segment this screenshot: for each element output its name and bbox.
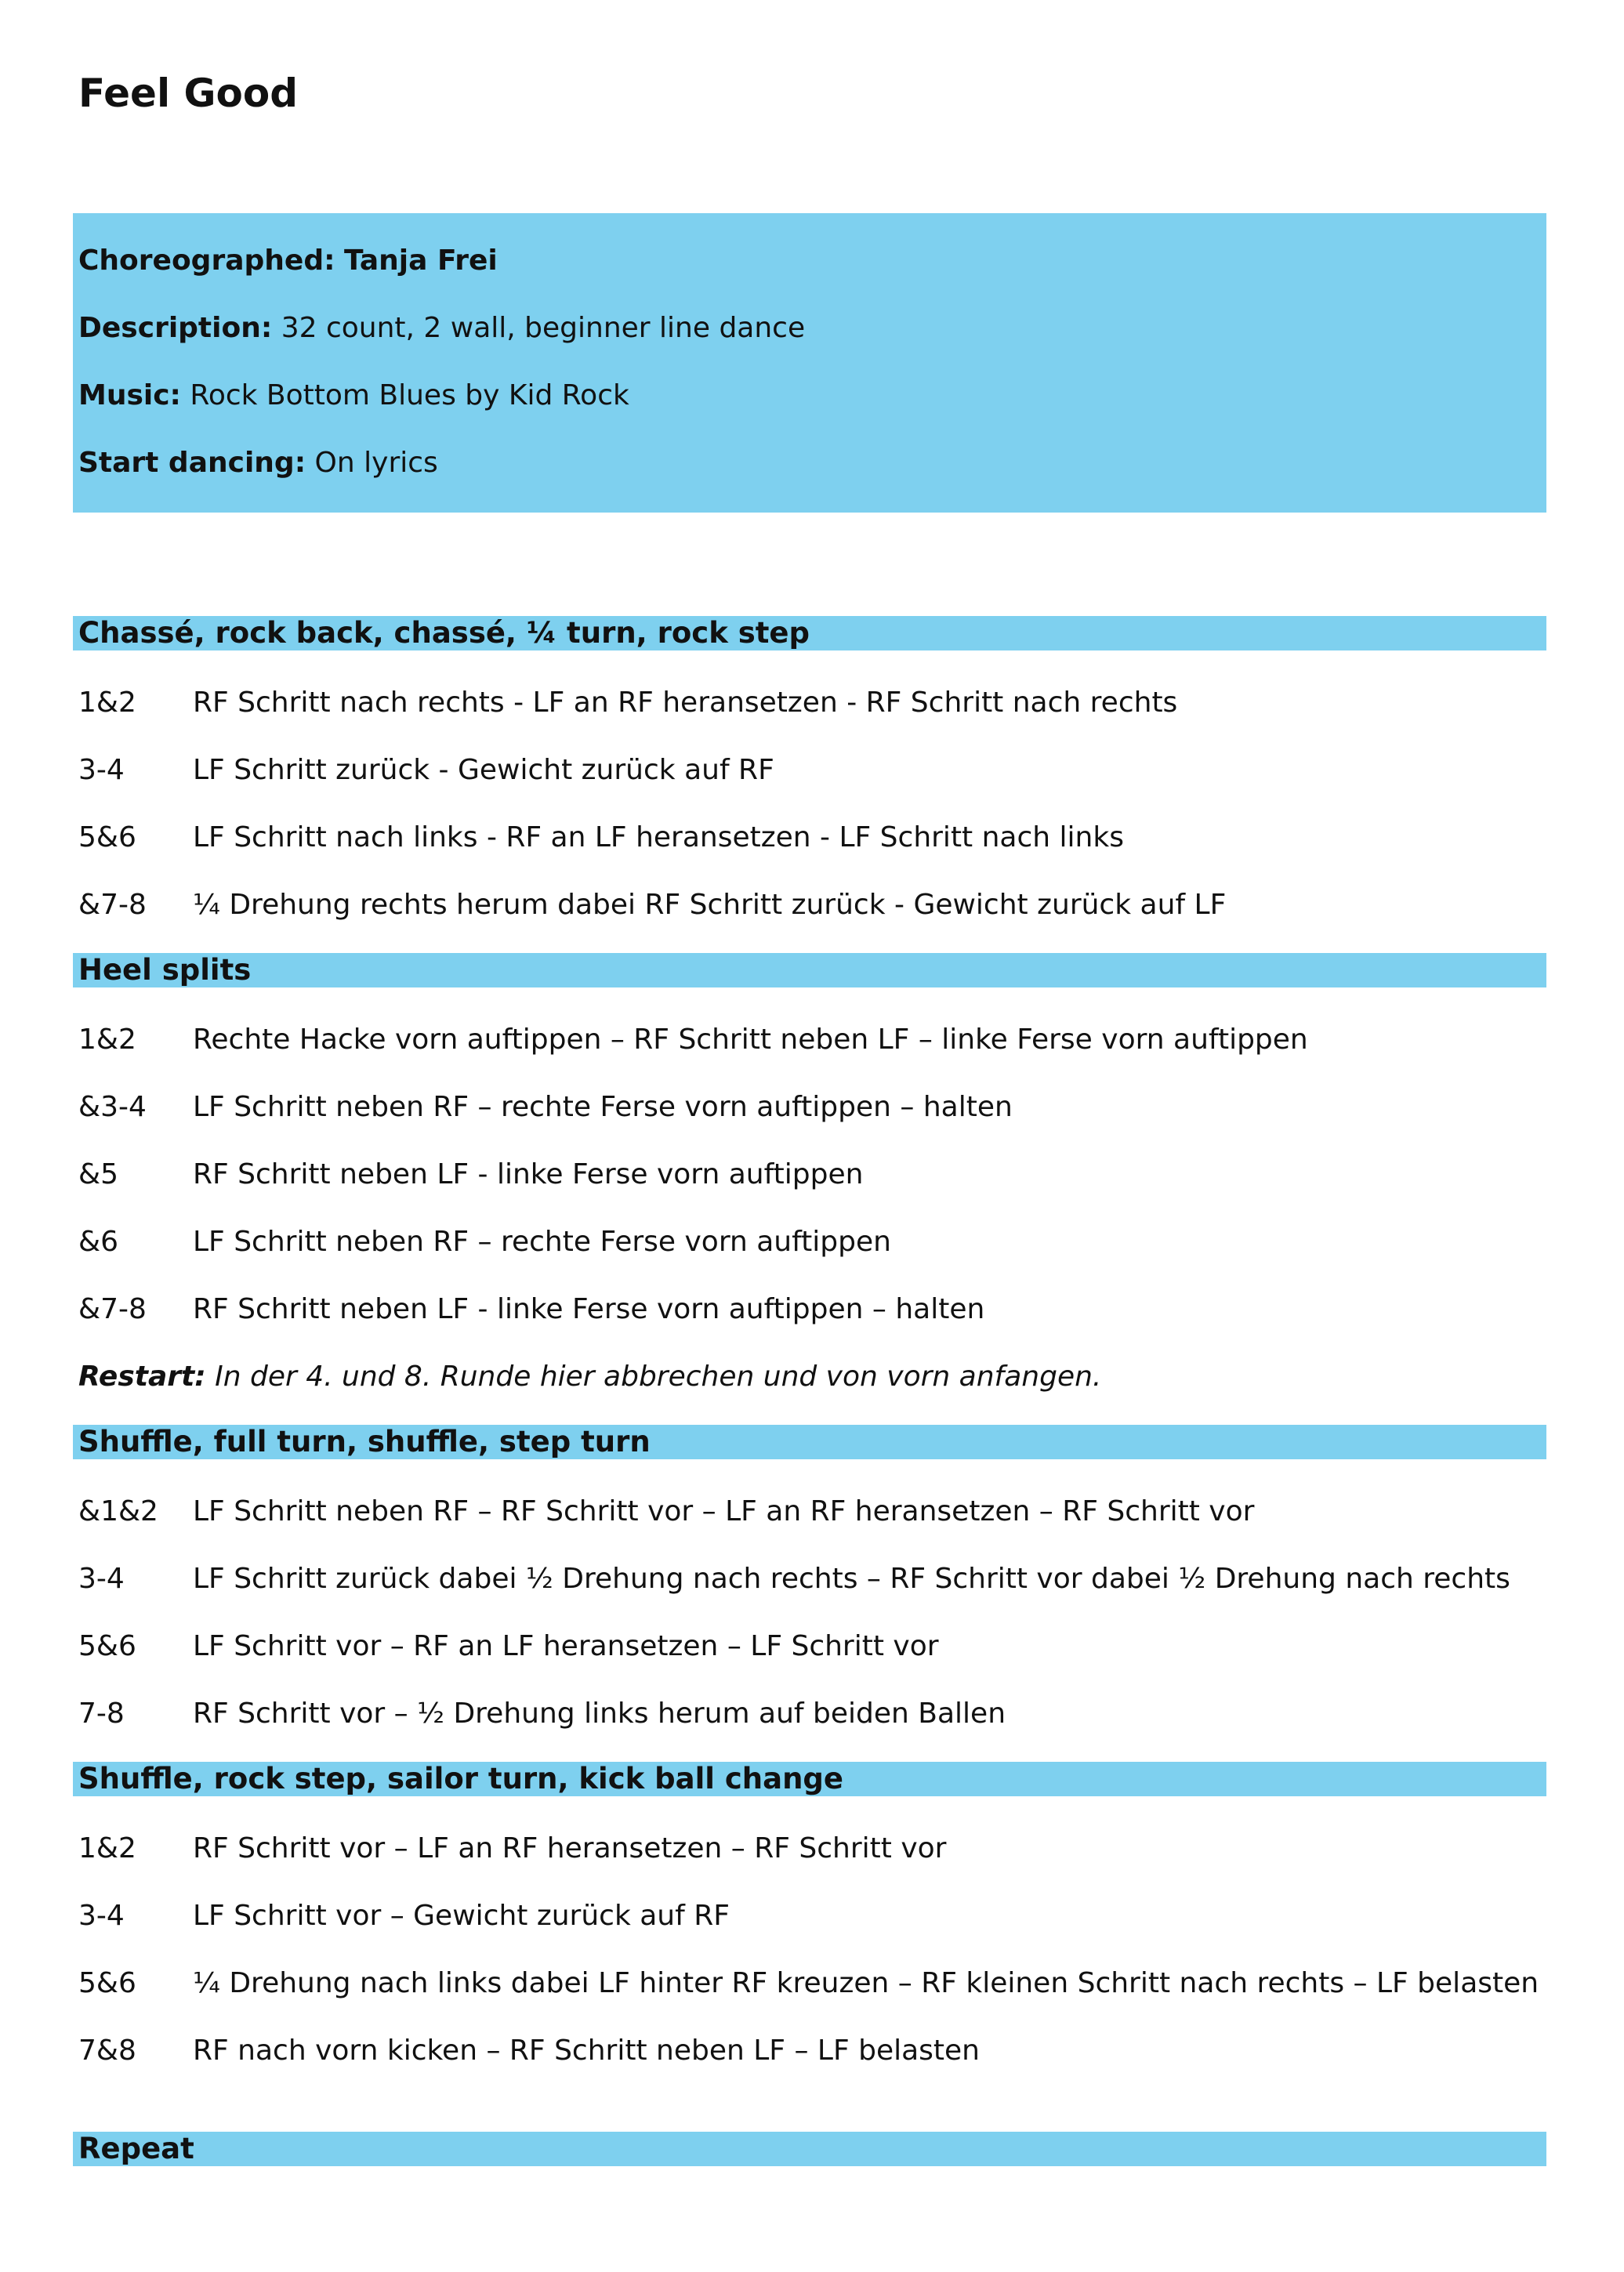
step-row bbox=[78, 2035, 980, 2067]
step-row bbox=[78, 1630, 939, 1662]
step-row bbox=[78, 889, 1226, 921]
step-text: RF Schritt nach rechts - LF an RF heransetzen - RF Schritt nach rechts bbox=[193, 687, 1178, 719]
section-heading bbox=[73, 1425, 1546, 1459]
step-text: RF nach vorn kicken – RF Schritt neben LF – LF belasten bbox=[193, 2035, 980, 2067]
choreographer-line bbox=[78, 245, 498, 277]
step-count: &5 bbox=[78, 1158, 118, 1190]
step-row bbox=[78, 1158, 863, 1190]
description-label: Description: bbox=[78, 312, 273, 344]
step-text: LF Schritt neben RF – rechte Ferse vorn auftippen – halten bbox=[193, 1091, 1013, 1123]
repeat-heading bbox=[73, 2132, 1546, 2166]
step-count: 1&2 bbox=[78, 687, 136, 719]
restart-label: Restart: bbox=[78, 1361, 206, 1393]
step-text: ¼ Drehung rechts herum dabei RF Schritt zurück - Gewicht zurück auf LF bbox=[193, 889, 1227, 921]
step-text: Rechte Hacke vorn auftippen – RF Schritt neben LF – linke Ferse vorn auftippen bbox=[193, 1024, 1308, 1056]
step-text: LF Schritt vor – Gewicht zurück auf RF bbox=[193, 1900, 730, 1932]
step-count: 5&6 bbox=[78, 1630, 136, 1662]
step-text: LF Schritt nach links - RF an LF heransetzen - LF Schritt nach links bbox=[193, 821, 1124, 853]
step-row bbox=[78, 754, 774, 786]
step-count: &7-8 bbox=[78, 889, 147, 921]
step-row bbox=[78, 1226, 891, 1258]
start-value: On lyrics bbox=[314, 447, 438, 479]
step-text: LF Schritt neben RF – RF Schritt vor – LF an RF heransetzen – RF Schritt vor bbox=[193, 1495, 1255, 1527]
step-row bbox=[78, 1900, 730, 1932]
section-heading bbox=[73, 1762, 1546, 1796]
step-row bbox=[78, 1495, 1254, 1527]
step-count: &7-8 bbox=[78, 1293, 147, 1325]
step-count: &1&2 bbox=[78, 1495, 158, 1527]
step-count: &3-4 bbox=[78, 1091, 147, 1123]
step-text: LF Schritt vor – RF an LF heransetzen – LF Schritt vor bbox=[193, 1630, 939, 1662]
dance-info-box bbox=[73, 213, 1546, 513]
step-text: RF Schritt neben LF - linke Ferse vorn auftippen bbox=[193, 1158, 864, 1190]
step-row bbox=[78, 1698, 1006, 1730]
start-label: Start dancing: bbox=[78, 447, 306, 479]
step-row bbox=[78, 1563, 1510, 1595]
step-text: RF Schritt vor – ½ Drehung links herum auf beiden Ballen bbox=[193, 1698, 1006, 1730]
step-row bbox=[78, 1967, 1539, 1999]
step-count: 3-4 bbox=[78, 1563, 125, 1595]
step-count: 7-8 bbox=[78, 1698, 125, 1730]
step-count: 1&2 bbox=[78, 1024, 136, 1056]
step-row bbox=[78, 1091, 1013, 1123]
page-title: Feel Good bbox=[78, 71, 299, 116]
step-text: LF Schritt zurück - Gewicht zurück auf RF bbox=[193, 754, 774, 786]
step-row bbox=[78, 687, 1177, 719]
repeat-text: Repeat bbox=[78, 2132, 194, 2165]
music-label: Music: bbox=[78, 379, 181, 411]
step-count: 3-4 bbox=[78, 754, 125, 786]
step-text: ¼ Drehung nach links dabei LF hinter RF kreuzen – RF kleinen Schritt nach rechts – LF belasten bbox=[193, 1967, 1539, 1999]
music-line bbox=[78, 379, 629, 411]
step-row bbox=[78, 1832, 946, 1864]
step-row bbox=[78, 1024, 1308, 1056]
step-row bbox=[78, 1293, 984, 1325]
step-count: 3-4 bbox=[78, 1900, 125, 1932]
step-count: 5&6 bbox=[78, 821, 136, 853]
section-heading-text: Heel splits bbox=[78, 953, 252, 987]
restart-note bbox=[78, 1361, 1101, 1393]
section-heading bbox=[73, 953, 1546, 987]
music-value: Rock Bottom Blues by Kid Rock bbox=[190, 379, 629, 411]
section-heading-text: Chassé, rock back, chassé, ¼ turn, rock step bbox=[78, 616, 810, 650]
section-heading-text: Shuffle, rock step, sailor turn, kick ball change bbox=[78, 1762, 844, 1795]
description-value: 32 count, 2 wall, beginner line dance bbox=[281, 312, 806, 344]
description-line bbox=[78, 312, 805, 344]
step-row bbox=[78, 821, 1124, 853]
step-text: RF Schritt vor – LF an RF heransetzen – RF Schritt vor bbox=[193, 1832, 947, 1864]
choreographed-label: Choreographed: bbox=[78, 245, 335, 277]
step-count: 5&6 bbox=[78, 1967, 136, 1999]
step-count: 1&2 bbox=[78, 1832, 136, 1864]
step-count: &6 bbox=[78, 1226, 118, 1258]
step-text: LF Schritt zurück dabei ½ Drehung nach rechts – RF Schritt vor dabei ½ Drehung nach rechts bbox=[193, 1563, 1510, 1595]
step-count: 7&8 bbox=[78, 2035, 136, 2067]
start-line bbox=[78, 447, 438, 479]
section-heading-text: Shuffle, full turn, shuffle, step turn bbox=[78, 1425, 651, 1459]
choreographed-value: Tanja Frei bbox=[343, 245, 498, 277]
restart-text: In der 4. und 8. Runde hier abbrechen und von vorn anfangen. bbox=[215, 1361, 1102, 1393]
step-text: LF Schritt neben RF – rechte Ferse vorn auftippen bbox=[193, 1226, 891, 1258]
step-text: RF Schritt neben LF - linke Ferse vorn auftippen – halten bbox=[193, 1293, 985, 1325]
section-heading bbox=[73, 616, 1546, 650]
